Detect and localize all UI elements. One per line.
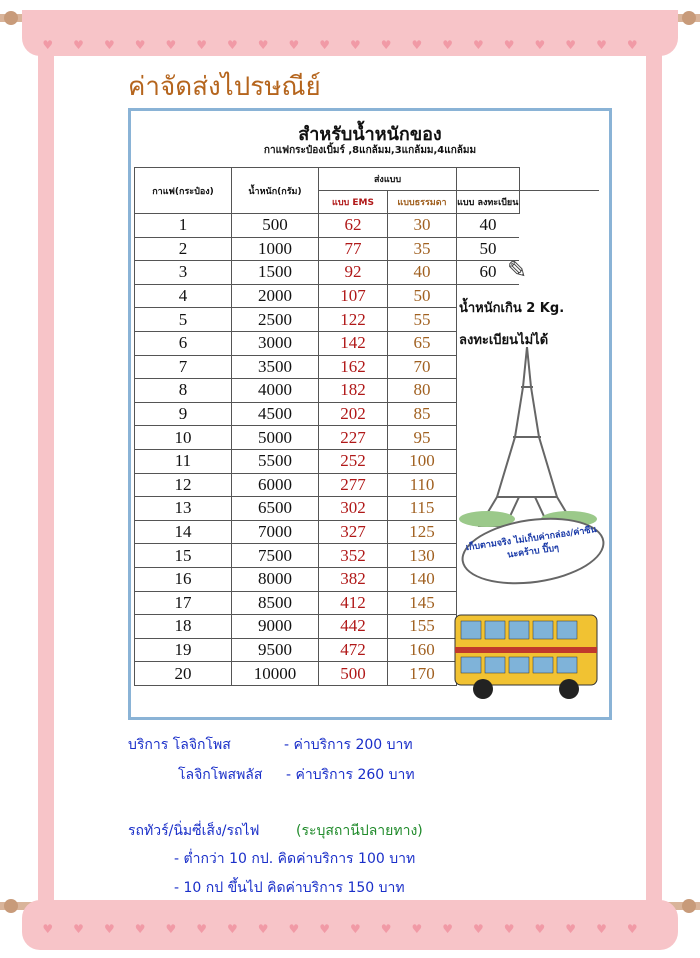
table-cell: 227 <box>319 426 388 450</box>
table-cell: 3000 <box>232 331 319 355</box>
table-cell: 182 <box>319 379 388 403</box>
table-cell: 10 <box>135 426 232 450</box>
curtain-right <box>646 50 662 905</box>
table-cell: 85 <box>388 402 457 426</box>
table-cell: 12 <box>135 473 232 497</box>
table-cell: 6500 <box>232 497 319 521</box>
rod-knob-icon <box>682 899 696 913</box>
table-cell: 145 <box>388 591 457 615</box>
valance-top <box>22 10 678 56</box>
heart-pattern-icon: ♥♥♥♥♥♥♥♥♥♥♥♥♥♥♥♥♥♥♥♥ <box>42 38 658 52</box>
header-ems: แบบ EMS <box>319 191 388 214</box>
table-cell: 6 <box>135 331 232 355</box>
heart-pattern-icon: ♥♥♥♥♥♥♥♥♥♥♥♥♥♥♥♥♥♥♥♥ <box>42 922 658 936</box>
valance-bottom <box>22 900 678 950</box>
table-cell: 14 <box>135 520 232 544</box>
table-cell: 412 <box>319 591 388 615</box>
table-cell: 352 <box>319 544 388 568</box>
header-ship-group: ส่งแบบ <box>319 168 457 191</box>
logis-plus-service-fee: - ค่าบริการ 260 บาท <box>286 767 415 783</box>
table-cell: 30 <box>388 214 457 238</box>
table-cell: 1000 <box>232 237 319 261</box>
header-weight: น้ำหนัก(กรัม) <box>232 168 319 214</box>
table-cell: 472 <box>319 638 388 662</box>
table-cell: 80 <box>388 379 457 403</box>
table-cell: 9500 <box>232 638 319 662</box>
table-cell: 4 <box>135 284 232 308</box>
table-cell: 17 <box>135 591 232 615</box>
table-cell: 170 <box>388 662 457 686</box>
table-cell: 20 <box>135 662 232 686</box>
table-cell: 302 <box>319 497 388 521</box>
table-cell: 142 <box>319 331 388 355</box>
table-cell: 442 <box>319 615 388 639</box>
thought-bubble-text: เก็บตามจริง ไม่เก็บค่ากล่อง/ค่าซีนนะคร้าบ ปิ๊บๆ <box>465 524 598 561</box>
note-sticker-icon: ✎ <box>507 256 528 284</box>
table-cell: 15 <box>135 544 232 568</box>
table-cell: 40 <box>457 214 520 238</box>
sheet-title: สำหรับน้ำหนักของ <box>298 124 442 145</box>
curtain-left <box>38 50 54 905</box>
table-cell: 7 <box>135 355 232 379</box>
table-cell: 8000 <box>232 567 319 591</box>
table-row <box>135 237 600 261</box>
table-cell: 2500 <box>232 308 319 332</box>
table-cell: 19 <box>135 638 232 662</box>
table-cell: 5000 <box>232 426 319 450</box>
header-ordinary: แบบธรรมดา <box>388 191 457 214</box>
transport-note: (ระบุสถานีปลายทาง) <box>296 823 423 839</box>
page-title: ค่าจัดส่งไปรษณีย์ <box>128 72 321 101</box>
table-cell: 500 <box>232 214 319 238</box>
table-cell: 130 <box>388 544 457 568</box>
table-cell: 3 <box>135 261 232 285</box>
table-cell: 55 <box>388 308 457 332</box>
table-cell: 160 <box>388 638 457 662</box>
double-decker-bus-icon <box>451 609 601 701</box>
table-cell: 9000 <box>232 615 319 639</box>
table-cell: 60 <box>457 261 520 285</box>
table-cell: 277 <box>319 473 388 497</box>
table-cell: 50 <box>457 237 520 261</box>
table-row <box>135 214 600 238</box>
transport-over-10-fee: - 10 กป ขึ้นไป คิดค่าบริการ 150 บาท <box>174 880 405 896</box>
sheet-subtitle: กาแฟกระป๋องเบิ้มร์ ,8แกล้มม,3แกล้มม,4แกล้มม <box>263 145 477 156</box>
table-cell: 11 <box>135 449 232 473</box>
rod-knob-icon <box>4 899 18 913</box>
header-cans: กาแฟ(กระป๋อง) <box>135 168 232 214</box>
table-cell: 92 <box>319 261 388 285</box>
table-cell: 382 <box>319 567 388 591</box>
table-cell: 110 <box>388 473 457 497</box>
table-cell: 2000 <box>232 284 319 308</box>
table-cell: 6000 <box>232 473 319 497</box>
table-cell: 327 <box>319 520 388 544</box>
table-cell: 140 <box>388 567 457 591</box>
transport-title: รถทัวร์/นิ่มซี่เส็ง/รถไฟ <box>128 823 260 839</box>
weight-limit-note: น้ำหนักเกิน 2 Kg. <box>459 297 564 318</box>
transport-under-10-fee: - ต่ำกว่า 10 กป. คิดค่าบริการ 100 บาท <box>174 851 416 867</box>
table-cell: 13 <box>135 497 232 521</box>
table-cell: 40 <box>388 261 457 285</box>
table-cell: 8 <box>135 379 232 403</box>
table-cell: 50 <box>388 284 457 308</box>
table-cell: 2 <box>135 237 232 261</box>
table-cell: 100 <box>388 449 457 473</box>
table-cell: 5 <box>135 308 232 332</box>
logis-plus-service-name: โลจิกโพสพลัส <box>178 767 263 783</box>
table-cell: 107 <box>319 284 388 308</box>
table-cell: 122 <box>319 308 388 332</box>
eiffel-tower-icon <box>457 347 597 527</box>
table-row <box>135 261 600 285</box>
table-cell: 5500 <box>232 449 319 473</box>
table-cell: 65 <box>388 331 457 355</box>
table-cell: 77 <box>319 237 388 261</box>
table-cell: 500 <box>319 662 388 686</box>
table-cell: 62 <box>319 214 388 238</box>
rod-knob-icon <box>4 11 18 25</box>
table-cell: 7500 <box>232 544 319 568</box>
table-cell: 202 <box>319 402 388 426</box>
table-cell: 252 <box>319 449 388 473</box>
table-cell: 10000 <box>232 662 319 686</box>
logis-service-name: บริการ โลจิกโพส <box>128 737 231 753</box>
registered-not-allowed-note: ลงทะเบียนไม่ได้ <box>459 329 548 350</box>
table-cell: 35 <box>388 237 457 261</box>
rate-sheet <box>128 108 612 720</box>
table-cell: 9 <box>135 402 232 426</box>
header-registered: แบบ ลงทะเบียน <box>457 191 520 214</box>
table-cell: 155 <box>388 615 457 639</box>
table-cell: 95 <box>388 426 457 450</box>
table-cell: 3500 <box>232 355 319 379</box>
table-cell: 1500 <box>232 261 319 285</box>
rod-knob-icon <box>682 11 696 25</box>
table-cell: 115 <box>388 497 457 521</box>
table-cell: 4000 <box>232 379 319 403</box>
table-cell: 4500 <box>232 402 319 426</box>
table-cell: 1 <box>135 214 232 238</box>
table-cell: 7000 <box>232 520 319 544</box>
table-cell: 18 <box>135 615 232 639</box>
table-cell: 162 <box>319 355 388 379</box>
table-cell: 70 <box>388 355 457 379</box>
table-cell: 8500 <box>232 591 319 615</box>
table-cell: 125 <box>388 520 457 544</box>
table-cell: 16 <box>135 567 232 591</box>
logis-service-fee: - ค่าบริการ 200 บาท <box>284 737 413 753</box>
